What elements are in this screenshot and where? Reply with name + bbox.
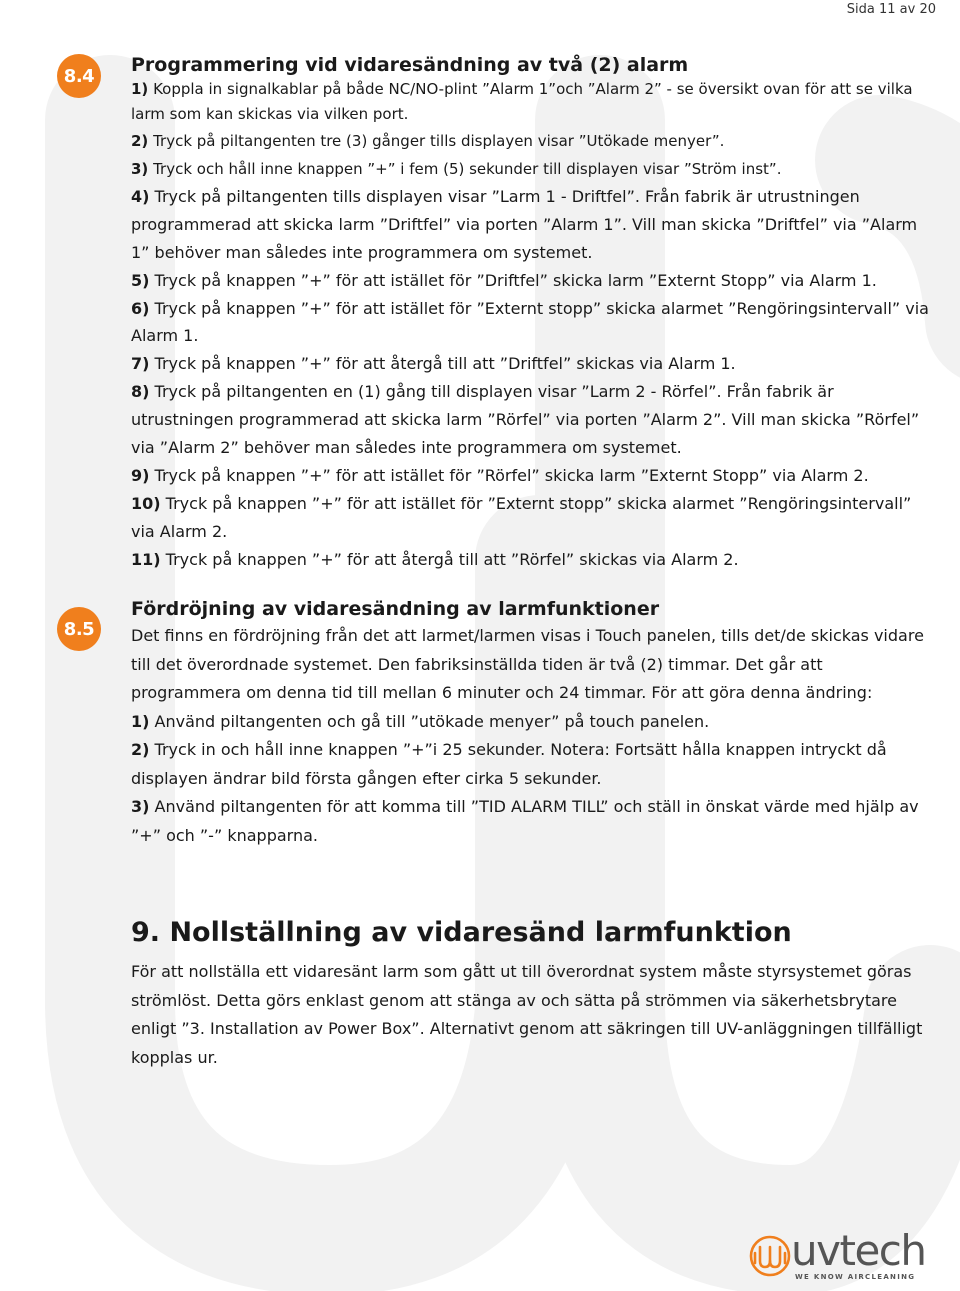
step-9	[131, 462, 931, 490]
step-text: Tryck på knappen ”+” för att återgå till att ”Rörfel” skickas via Alarm 2.	[165, 549, 739, 569]
step-number: 4)	[131, 187, 150, 206]
step-text: Koppla in signalkablar på både NC/NO-plint ”Alarm 1”och ”Alarm 2” - se översikt ovan för att se vilka larm som kan skickas via vilken port.	[131, 80, 913, 123]
step-3	[131, 793, 931, 850]
step-number: 1)	[131, 80, 149, 98]
step-3	[131, 155, 931, 183]
step-2	[131, 127, 931, 155]
step-text: Tryck och håll inne knappen ”+” i fem (5) sekunder till displayen visar ”Ström inst”.	[153, 160, 782, 178]
step-1	[131, 708, 931, 737]
section-badge-8-4: 8.4	[57, 54, 101, 98]
step-number: 9)	[131, 465, 150, 485]
step-7	[131, 350, 931, 378]
step-number: 2)	[131, 132, 149, 150]
step-10	[131, 490, 931, 546]
step-text: Tryck på knappen ”+” för att istället för ”Driftfel” skicka larm ”Externt Stopp” via Alarm 1.	[154, 271, 877, 290]
page-number: Sida 11 av 20	[846, 2, 936, 17]
step-text: Tryck på knappen ”+” för att återgå till att ”Driftfel” skickas via Alarm 1.	[154, 353, 736, 373]
logo-tagline: WE KNOW AIRCLEANING	[795, 1273, 916, 1281]
section-title: 9. Nollställning av vidaresänd larmfunktion	[131, 917, 792, 948]
step-text: Tryck på piltangenten tre (3) gånger tills displayen visar ”Utökade menyer”.	[153, 132, 725, 150]
step-5	[131, 267, 931, 295]
step-number: 10)	[131, 493, 161, 513]
step-text: Tryck på knappen ”+” för att istället för ”Externt stopp” skicka alarmet ”Rengöringsintervall” via Alarm 1.	[131, 298, 929, 345]
step-text: Tryck in och håll inne knappen ”+”i 25 sekunder. Notera: Fortsätt hålla knappen intryckt då displayen ändrar bild första gången efter cirka 5 sekunder.	[131, 740, 887, 788]
section-badge-8-5: 8.5	[57, 607, 101, 651]
step-number: 7)	[131, 353, 150, 373]
section-8-5	[131, 596, 931, 850]
step-4	[131, 183, 931, 267]
section-title: Programmering vid vidaresändning av två (2) alarm	[131, 54, 689, 76]
logo-wordmark: uvtech	[791, 1226, 926, 1275]
section-intro: Det finns en fördröjning från det att larmet/larmen visas i Touch panelen, tills det/de skickas vidare till det överordnade systemet. Den fabriksinställda tiden är två (2) timmar. Det går att programmera om denna tid till mellan 6 minuter och 24 timmar. För att göra denna ändring:	[131, 626, 924, 702]
step-number: 1)	[131, 711, 150, 731]
step-text: Tryck på piltangenten en (1) gång till displayen visar ”Larm 2 - Rörfel”. Från fabrik är utrustningen programmerad att skicka larm ”Rörfel” via porten ”Alarm 2”. Vill man skicka ”Rörfel” via ”Alarm 2” behöver man således inte programmera om systemet.	[131, 381, 920, 457]
step-number: 8)	[131, 381, 150, 401]
step-text: Tryck på knappen ”+” för att istället för ”Rörfel” skicka larm ”Externt Stopp” via Alarm 2.	[154, 465, 869, 485]
section-9	[131, 916, 931, 1072]
step-text: Använd piltangenten för att komma till ”TID ALARM TILL” och ställ in önskat värde med hjälp av ”+” och ”-” knapparna.	[131, 797, 919, 845]
step-text: Tryck på knappen ”+” för att istället för ”Externt stopp” skicka alarmet ”Rengöringsintervall” via Alarm 2.	[131, 493, 912, 541]
uvtech-logo	[747, 1226, 926, 1283]
step-8	[131, 378, 931, 462]
section-title: Fördröjning av vidaresändning av larmfunktioner	[131, 598, 660, 620]
step-1	[131, 77, 931, 127]
logo-mark-icon	[747, 1233, 793, 1279]
step-number: 6)	[131, 298, 150, 318]
section-8-4	[131, 52, 931, 574]
step-text: Tryck på piltangenten tills displayen visar ”Larm 1 - Driftfel”. Från fabrik är utrustningen programmerad att skicka larm ”Driftfel” via porten ”Alarm 1”. Vill man skicka ”Driftfel” via ”Alarm 1” behöver man således inte programmera om systemet.	[131, 187, 918, 262]
step-6	[131, 295, 931, 350]
step-2	[131, 736, 931, 793]
step-number: 3)	[131, 160, 149, 178]
step-11	[131, 546, 931, 574]
step-number: 2)	[131, 740, 150, 759]
step-number: 5)	[131, 271, 150, 290]
step-text: Använd piltangenten och gå till ”utökade menyer” på touch panelen.	[154, 711, 710, 731]
step-number: 11)	[131, 549, 161, 569]
step-number: 3)	[131, 797, 150, 816]
section-body: För att nollställa ett vidaresänt larm som gått ut till överordnat system måste styrsystemet göras strömlöst. Detta görs enklast genom att stänga av och sätta på strömmen via säkerhetsbrytare enligt ”3. Installation av Power Box”. Alternativt genom att säkringen till UV-anläggningen tillfälligt kopplas ur.	[131, 962, 923, 1067]
